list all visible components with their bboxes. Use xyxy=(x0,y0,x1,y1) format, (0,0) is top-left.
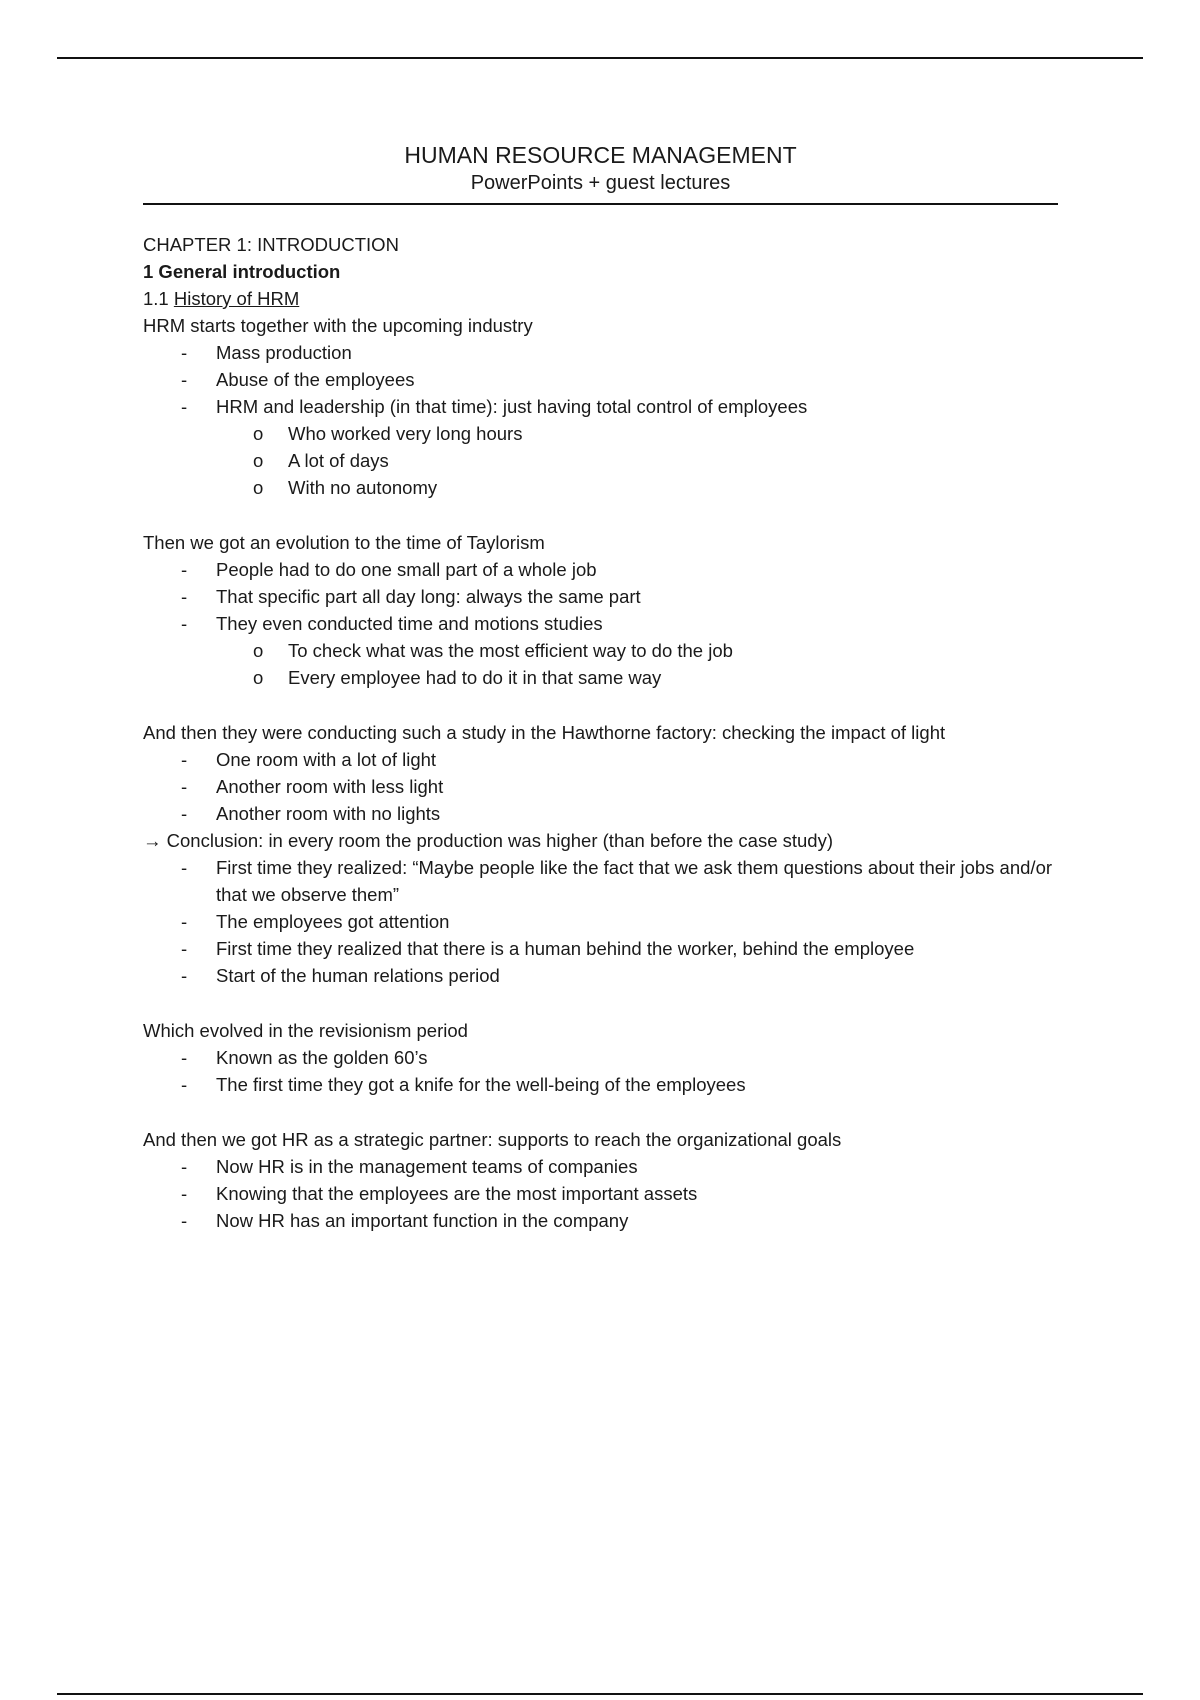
list-item: - They even conducted time and motions studies xyxy=(143,610,1058,637)
paragraph-intro: Then we got an evolution to the time of Taylorism xyxy=(143,532,545,553)
sub-bullet-list xyxy=(143,420,1058,501)
document-page xyxy=(143,140,1058,1234)
circle-bullet: o xyxy=(253,477,264,498)
bullet-list xyxy=(143,746,1058,827)
paragraph-intro: And then we got HR as a strategic partner: supports to reach the organizational goals xyxy=(143,1129,842,1150)
list-item: - Start of the human relations period xyxy=(143,962,1058,989)
circle-bullet: o xyxy=(253,450,264,471)
conclusion-line: → Conclusion: in every room the production was higher (than before the case study) xyxy=(143,830,834,851)
sub-list-item: o With no autonomy xyxy=(143,474,1058,501)
list-item: - The employees got attention xyxy=(143,908,1058,935)
subsection-title: History of HRM xyxy=(173,288,300,309)
dash-bullet: - xyxy=(181,803,188,824)
chapter-heading: CHAPTER 1: INTRODUCTION xyxy=(143,234,399,255)
document-title: HUMAN RESOURCE MANAGEMENT xyxy=(404,142,797,168)
list-item: - Another room with no lights xyxy=(143,800,1058,827)
paragraph-intro: HRM starts together with the upcoming industry xyxy=(143,315,533,336)
list-item: - The first time they got a knife for the well-being of the employees xyxy=(143,1071,1058,1098)
sub-bullet-list xyxy=(143,637,1058,691)
list-item: - Now HR has an important function in the company xyxy=(143,1207,1058,1234)
list-item: - First time they realized: “Maybe people like the fact that we ask them questions about their jobs and/or that we observe them” xyxy=(143,854,1058,908)
dash-bullet: - xyxy=(181,586,188,607)
list-item: - First time they realized that there is a human behind the worker, behind the employee xyxy=(143,935,1058,962)
sub-list-item: o A lot of days xyxy=(143,447,1058,474)
circle-bullet: o xyxy=(253,667,264,688)
dash-bullet: - xyxy=(181,1183,188,1204)
dash-bullet: - xyxy=(181,749,188,770)
sub-list-item: o Every employee had to do it in that same way xyxy=(143,664,1058,691)
title-divider xyxy=(143,203,1058,205)
bullet-list xyxy=(143,1044,1058,1098)
dash-bullet: - xyxy=(181,1074,188,1095)
dash-bullet: - xyxy=(181,613,188,634)
list-item: - That specific part all day long: always the same part xyxy=(143,583,1058,610)
subsection-number: 1.1 xyxy=(143,288,174,309)
page-header-rule xyxy=(57,57,1143,59)
dash-bullet: - xyxy=(181,857,188,878)
dash-bullet: - xyxy=(181,559,188,580)
list-item: - People had to do one small part of a whole job xyxy=(143,556,1058,583)
section-heading: 1 General introduction xyxy=(143,261,341,282)
bullet-list xyxy=(143,339,1058,420)
list-item: - One room with a lot of light xyxy=(143,746,1058,773)
dash-bullet: - xyxy=(181,938,188,959)
list-item: - Another room with less light xyxy=(143,773,1058,800)
page-footer-rule xyxy=(57,1693,1143,1695)
bullet-list xyxy=(143,1153,1058,1234)
list-item: - Mass production xyxy=(143,339,1058,366)
dash-bullet: - xyxy=(181,965,188,986)
dash-bullet: - xyxy=(181,911,188,932)
list-item: - Abuse of the employees xyxy=(143,366,1058,393)
list-item: - Known as the golden 60’s xyxy=(143,1044,1058,1071)
circle-bullet: o xyxy=(253,423,264,444)
circle-bullet: o xyxy=(253,640,264,661)
list-item: - Knowing that the employees are the most important assets xyxy=(143,1180,1058,1207)
sub-list-item: o To check what was the most efficient way to do the job xyxy=(143,637,1058,664)
list-item: - HRM and leadership (in that time): just having total control of employees xyxy=(143,393,1058,420)
bullet-list xyxy=(143,854,1058,989)
list-item: - Now HR is in the management teams of companies xyxy=(143,1153,1058,1180)
dash-bullet: - xyxy=(181,1210,188,1231)
dash-bullet: - xyxy=(181,1156,188,1177)
dash-bullet: - xyxy=(181,396,188,417)
subsection-heading xyxy=(143,285,1058,312)
dash-bullet: - xyxy=(181,369,188,390)
sub-list-item: o Who worked very long hours xyxy=(143,420,1058,447)
dash-bullet: - xyxy=(181,1047,188,1068)
arrow-icon: → xyxy=(143,830,162,851)
bullet-list xyxy=(143,556,1058,637)
dash-bullet: - xyxy=(181,776,188,797)
document-subtitle: PowerPoints + guest lectures xyxy=(470,172,731,194)
dash-bullet: - xyxy=(181,342,188,363)
paragraph-intro: Which evolved in the revisionism period xyxy=(143,1020,468,1041)
paragraph-intro: And then they were conducting such a study in the Hawthorne factory: checking the impact of light xyxy=(143,722,946,743)
